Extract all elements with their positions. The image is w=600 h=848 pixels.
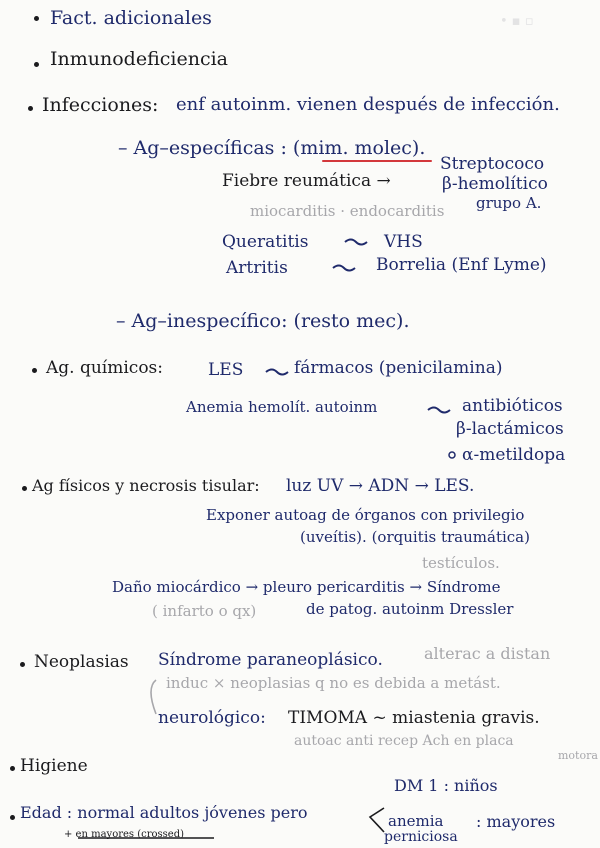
line-motora: motora	[558, 749, 598, 762]
line-induc: induc × neoplasias q no es debida a metást.	[166, 674, 501, 692]
line-neoplasias-head: Neoplasias	[34, 652, 129, 672]
bullet	[20, 662, 25, 667]
line-patog: de patog. autoinm Dressler	[306, 600, 514, 618]
line-alterac: alterac a distan	[424, 644, 551, 663]
line-testiculos: testículos.	[422, 554, 500, 572]
bullet	[34, 62, 39, 67]
line-autoac: autoac anti recep Ach en placa	[294, 733, 514, 749]
line-metildopa: α-metildopa	[462, 445, 566, 465]
line-ag-especificas: – Ag–específicas : (mim. molec).	[118, 137, 426, 159]
line-borrelia: Borrelia (Enf Lyme)	[376, 255, 547, 275]
line-anemia-pern: anemia	[388, 812, 444, 830]
line-exponer1: Exponer autoag de órganos con privilegio	[206, 506, 525, 524]
bullet	[10, 766, 15, 771]
line-exponer2: (uveítis). (orquitis traumática)	[300, 528, 530, 546]
line-edad-head: Edad : normal adultos jóvenes pero	[20, 803, 308, 822]
line-inmuno: Inmunodeficiencia	[50, 48, 228, 70]
line-antibioticos: antibióticos	[462, 396, 563, 416]
line-dm1: DM 1 : niños	[394, 776, 498, 795]
line-artritis: Artritis	[226, 258, 288, 278]
line-luz: luz UV → ADN → LES.	[286, 476, 475, 496]
line-strep2: β-hemolítico	[442, 174, 548, 194]
line-fact: Fact. adicionales	[50, 7, 212, 29]
line-perniciosa: perniciosa	[384, 829, 458, 845]
line-dano: Daño miocárdico → pleuro pericarditis → Síndrome	[112, 578, 501, 596]
bullet	[22, 486, 27, 491]
line-higiene: Higiene	[20, 756, 88, 776]
line-miocarditis: miocarditis · endocarditis	[250, 202, 445, 220]
bullet	[32, 368, 37, 373]
bullet	[28, 106, 33, 111]
bullet	[34, 16, 39, 21]
red-underline	[322, 160, 432, 162]
line-timoma: TIMOMA ~ miastenia gravis.	[288, 708, 540, 728]
line-ag-inespecifico: – Ag–inespecífico: (resto mec).	[116, 310, 410, 332]
line-les: LES	[208, 360, 244, 380]
bullet	[10, 815, 15, 820]
line-queratitis: Queratitis	[222, 232, 309, 252]
line-quimicos-head: Ag. químicos:	[46, 358, 163, 378]
line-strep3: grupo A.	[476, 194, 542, 212]
line-vhs: VHS	[384, 232, 423, 252]
line-neuro: neurológico:	[158, 708, 266, 728]
line-fiebre: Fiebre reumática →	[222, 171, 391, 191]
line-paraneo: Síndrome paraneoplásico.	[158, 650, 383, 670]
line-infarto: ( infarto o qx)	[152, 602, 257, 620]
line-anemia: Anemia hemolít. autoinm	[186, 398, 378, 416]
line-fisicos-head: Ag físicos y necrosis tisular:	[32, 476, 260, 495]
line-infecciones-desc: enf autoinm. vienen después de infección.	[176, 94, 560, 115]
line-infecciones-head: Infecciones:	[42, 94, 159, 116]
line-mayores: : mayores	[476, 812, 556, 831]
line-edad-sub: + en mayores (crossed)	[64, 829, 185, 840]
bleed-through: • ▪ ▫	[500, 14, 534, 29]
line-blactamicos: β-lactámicos	[456, 419, 564, 439]
line-strep1: Streptococo	[440, 154, 545, 174]
line-farmacos: fármacos (penicilamina)	[294, 358, 503, 378]
